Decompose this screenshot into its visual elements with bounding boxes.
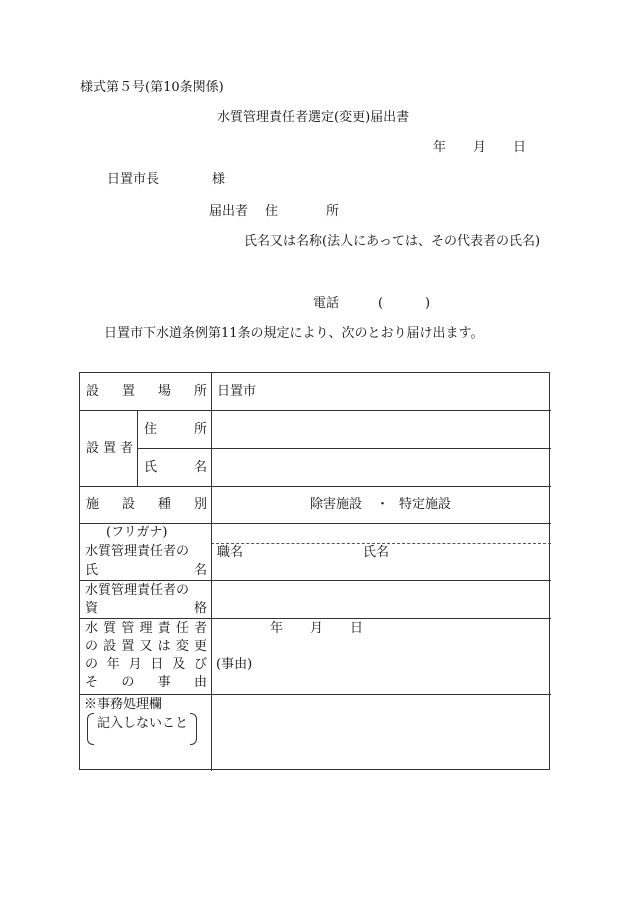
change-label-char: 由 bbox=[194, 675, 208, 690]
addressee-honorific: 様 bbox=[212, 172, 226, 187]
installer-label-char-1: 設 bbox=[86, 441, 100, 456]
phone-open-paren: ( bbox=[378, 296, 384, 311]
row-divider bbox=[80, 694, 551, 695]
change-label-char: 又 bbox=[139, 639, 153, 654]
change-label-char: 事 bbox=[157, 675, 171, 690]
facility-type-char-4: 別 bbox=[194, 497, 208, 512]
change-date-month-label: 月 bbox=[310, 621, 324, 636]
notification-form-table bbox=[79, 372, 550, 770]
change-label-char: 置 bbox=[121, 639, 135, 654]
change-label-char: 設 bbox=[103, 639, 117, 654]
document-title: 水質管理責任者選定(変更)届出書 bbox=[217, 110, 410, 125]
qualification-label-line-1: 水質管理責任者の bbox=[85, 583, 190, 598]
manager-name-label-char-2: 名 bbox=[194, 563, 208, 578]
facility-type-char-2: 設 bbox=[122, 497, 136, 512]
change-reason-label: (事由) bbox=[216, 657, 253, 672]
row-divider bbox=[80, 486, 551, 487]
facility-option-abatement: 除害施設 bbox=[310, 497, 363, 512]
phone-label: 電話 bbox=[313, 296, 340, 311]
change-label-char: は bbox=[157, 639, 171, 654]
change-label-char: 変 bbox=[175, 639, 189, 654]
date-month-label: 月 bbox=[473, 140, 487, 155]
qualification-label-char-2: 格 bbox=[194, 601, 208, 616]
change-label-char: の bbox=[85, 639, 99, 654]
change-label-char: 質 bbox=[103, 621, 117, 636]
furigana-divider bbox=[211, 543, 551, 544]
change-date-year-label: 年 bbox=[270, 621, 284, 636]
location-label-char-2: 置 bbox=[122, 384, 136, 399]
change-label-char: 月 bbox=[128, 657, 142, 672]
installer-address-char-1: 住 bbox=[144, 422, 158, 437]
row-divider bbox=[137, 448, 551, 449]
manager-furigana-label: (フリガナ) bbox=[106, 525, 168, 540]
note-bracket-right bbox=[190, 713, 197, 745]
row-divider bbox=[80, 523, 551, 524]
date-day-label: 日 bbox=[513, 140, 527, 155]
facility-option-specified: 特定施設 bbox=[399, 497, 452, 512]
notification-statement: 日置市下水道条例第11条の規定により、次のとおり届け出ます。 bbox=[104, 326, 484, 341]
row-divider bbox=[80, 580, 551, 581]
notifier-name-label: 氏名又は名称(法人にあっては、その代表者の氏名) bbox=[244, 234, 541, 249]
change-label-char: 日 bbox=[150, 657, 164, 672]
change-label-char: の bbox=[85, 657, 99, 672]
installer-label-char-2: 置 bbox=[103, 441, 117, 456]
column-divider bbox=[211, 373, 212, 771]
change-label-char: 水 bbox=[85, 621, 99, 636]
notifier-address-label-1: 住 bbox=[265, 204, 279, 219]
manager-name-label-char-1: 氏 bbox=[85, 563, 99, 578]
change-label-char: 及 bbox=[172, 657, 186, 672]
location-value: 日置市 bbox=[217, 384, 257, 399]
row-divider bbox=[80, 618, 551, 619]
notifier-label: 届出者 bbox=[209, 204, 249, 219]
location-label-char-1: 設 bbox=[86, 384, 100, 399]
change-label-char: 任 bbox=[175, 621, 189, 636]
form-number: 様式第５号(第10条関係) bbox=[80, 80, 224, 95]
note-bracket-left bbox=[87, 713, 94, 745]
change-label-char: 理 bbox=[139, 621, 153, 636]
change-label-char: 年 bbox=[106, 657, 120, 672]
installer-label-char-3: 者 bbox=[120, 441, 134, 456]
office-use-label: ※事務処理欄 bbox=[84, 697, 163, 712]
installer-address-char-2: 所 bbox=[194, 422, 208, 437]
installer-name-char-1: 氏 bbox=[144, 460, 158, 475]
installer-name-char-2: 名 bbox=[194, 460, 208, 475]
facility-type-char-1: 施 bbox=[86, 497, 100, 512]
location-label-char-3: 場 bbox=[158, 384, 172, 399]
manager-person-name-label: 氏名 bbox=[363, 545, 390, 560]
change-label-char: び bbox=[194, 657, 208, 672]
phone-close-paren: ) bbox=[425, 296, 431, 311]
notifier-address-label-2: 所 bbox=[326, 204, 340, 219]
facility-type-char-3: 種 bbox=[158, 497, 172, 512]
change-date-day-label: 日 bbox=[350, 621, 364, 636]
change-label-char: 者 bbox=[194, 621, 208, 636]
date-year-label: 年 bbox=[433, 140, 447, 155]
change-label-char: 管 bbox=[121, 621, 135, 636]
facility-option-separator: ・ bbox=[376, 497, 390, 512]
manager-name-label-line-1: 水質管理責任者の bbox=[85, 544, 190, 559]
office-use-note: 記入しないこと bbox=[97, 716, 189, 731]
location-label-char-4: 所 bbox=[194, 384, 208, 399]
qualification-label-char-1: 資 bbox=[85, 601, 99, 616]
change-label-char: そ bbox=[85, 675, 99, 690]
addressee-name: 日置市長 bbox=[107, 172, 160, 187]
change-label-char: 責 bbox=[157, 621, 171, 636]
row-divider bbox=[80, 410, 551, 411]
manager-position-label: 職名 bbox=[217, 545, 244, 560]
change-label-char: 更 bbox=[194, 639, 208, 654]
column-divider bbox=[137, 410, 138, 486]
change-label-char: の bbox=[121, 675, 135, 690]
